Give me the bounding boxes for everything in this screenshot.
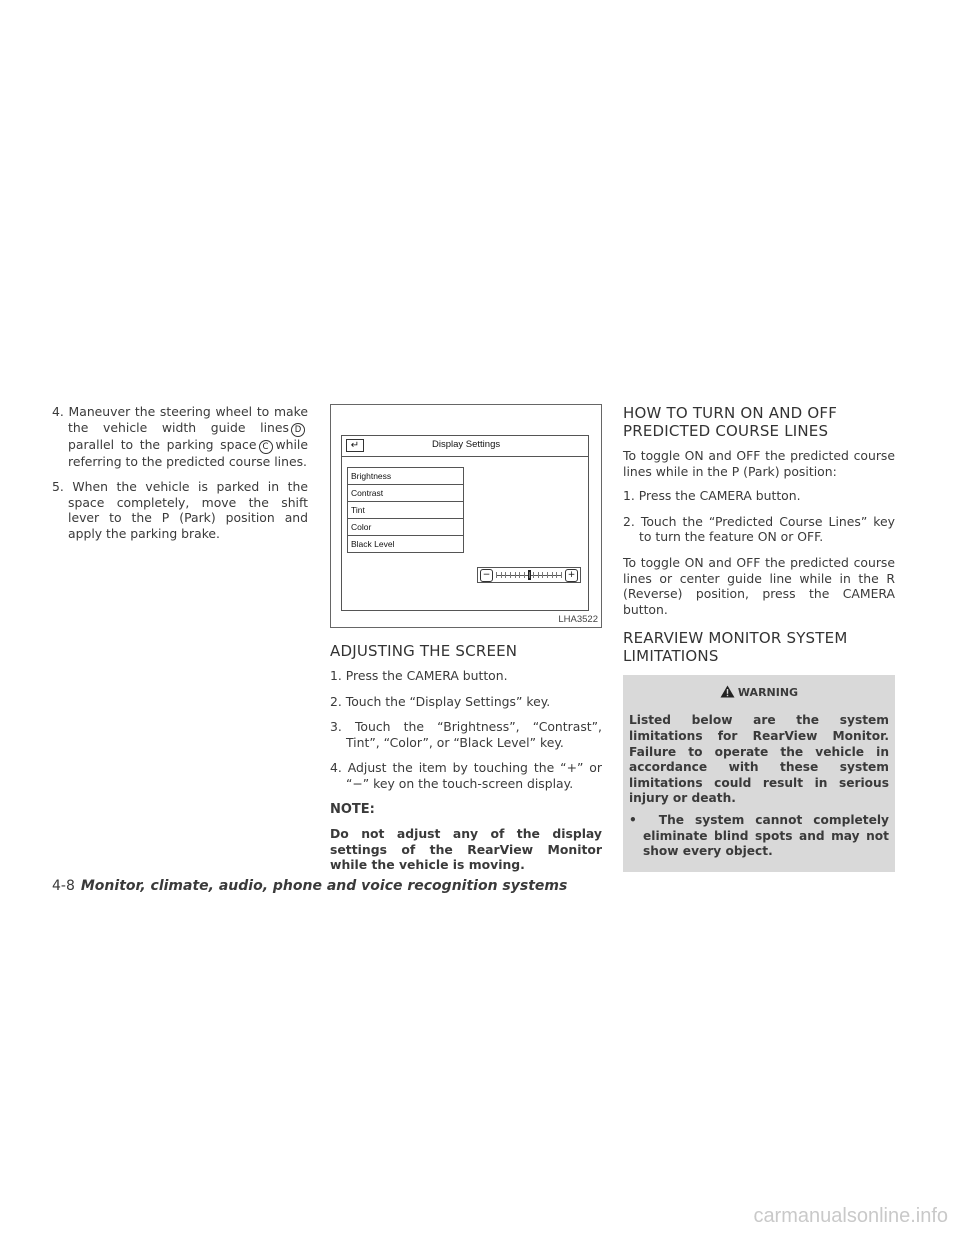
limits-heading: REARVIEW MONITOR SYSTEM LIMITATIONS (623, 629, 848, 666)
warning-triangle-icon (720, 685, 735, 701)
back-arrow-icon: ↵ (346, 439, 364, 452)
slider-tick (533, 572, 534, 578)
menu-item-tint: Tint (348, 502, 463, 519)
adjust-step-2: 2. Touch the “Display Settings” key. (330, 693, 551, 709)
left-column (52, 404, 308, 552)
screen-title: Display Settings (432, 439, 501, 450)
warning-text: Listed below are the system limitations for RearView Monitor. Failure to operate the vehicle in accordance with these system limitations could result in serious injury or death. (629, 713, 889, 806)
toggle-intro: To toggle ON and OFF the predicted course lines while in the P (Park) position: (623, 448, 895, 479)
slider-tick (524, 572, 525, 578)
warning-box (623, 675, 895, 871)
minus-icon: − (480, 569, 493, 582)
slider-tick (542, 572, 543, 578)
chapter-title: Monitor, climate, audio, phone and voice recognition systems (80, 878, 568, 894)
slider-tick (529, 572, 530, 578)
callout-c-icon: C (259, 440, 273, 454)
menu-item-brightness: Brightness (348, 468, 463, 485)
toggle-heading: HOW TO TURN ON AND OFF PREDICTED COURSE LINES (623, 404, 838, 440)
slider-tick (510, 572, 511, 578)
adjust-step-1: 1. Press the CAMERA button. (330, 668, 508, 683)
settings-menu (347, 467, 464, 553)
callout-d-icon: D (291, 423, 305, 437)
screen-header (342, 436, 588, 457)
adjust-step-3: 3. Touch the “Brightness”, “Contrast”, Tint”, “Color”, or “Black Level” key. (330, 719, 602, 750)
figure-code: LHA3522 (558, 614, 598, 625)
adjust-slider (477, 567, 581, 583)
plus-icon: + (565, 569, 578, 582)
slider-tick (505, 572, 506, 578)
slider-tick (501, 572, 502, 578)
slider-tick (561, 572, 562, 578)
slider-track (496, 575, 562, 576)
slider-tick (515, 572, 516, 578)
toggle-step-2: 2. Touch the “Predicted Course Lines” key to turn the feature ON or OFF. (623, 513, 895, 545)
warning-header (629, 685, 889, 701)
menu-item-color: Color (348, 519, 463, 536)
display-settings-screen (341, 435, 589, 611)
step-4: 4. Maneuver the steering wheel to make the vehicle width guide lines Dparallel to the parking space C while referring to the predicted course lines. (52, 404, 308, 469)
toggle-outro: To toggle ON and OFF the predicted course lines or center guide line while in the R (Reverse) position, press the CAMERA button. (623, 554, 895, 617)
slider-tick (519, 572, 520, 578)
right-column (623, 404, 895, 872)
page-number: 4-8 (52, 878, 75, 894)
display-settings-figure (330, 404, 602, 628)
middle-column (330, 404, 602, 873)
warning-label: WARNING (737, 686, 799, 700)
watermark: carmanualsonline.info (753, 1205, 948, 1227)
slider-tick (552, 572, 553, 578)
adjust-step-4: 4. Adjust the item by touching the “+” or “−” key on the touch-screen display. (330, 760, 602, 791)
toggle-step-1: 1. Press the CAMERA button. (623, 488, 801, 504)
warning-bullet: • The system cannot completely eliminate blind spots and may not show every object. (629, 812, 889, 859)
note-text: Do not adjust any of the display settings of the RearView Monitor while the vehicle is moving. (330, 826, 602, 873)
menu-item-contrast: Contrast (348, 485, 463, 502)
page-footer (52, 878, 567, 894)
step-5: 5. When the vehicle is parked in the space completely, move the shift lever to the P (Park) position and apply the parking brake. (52, 479, 308, 541)
menu-item-black-level: Black Level (351, 539, 395, 549)
slider-tick (538, 572, 539, 578)
slider-tick (547, 572, 548, 578)
note-label: NOTE: (330, 801, 375, 817)
slider-tick (496, 572, 497, 578)
adjust-heading: ADJUSTING THE SCREEN (330, 642, 518, 660)
slider-tick (556, 572, 557, 578)
